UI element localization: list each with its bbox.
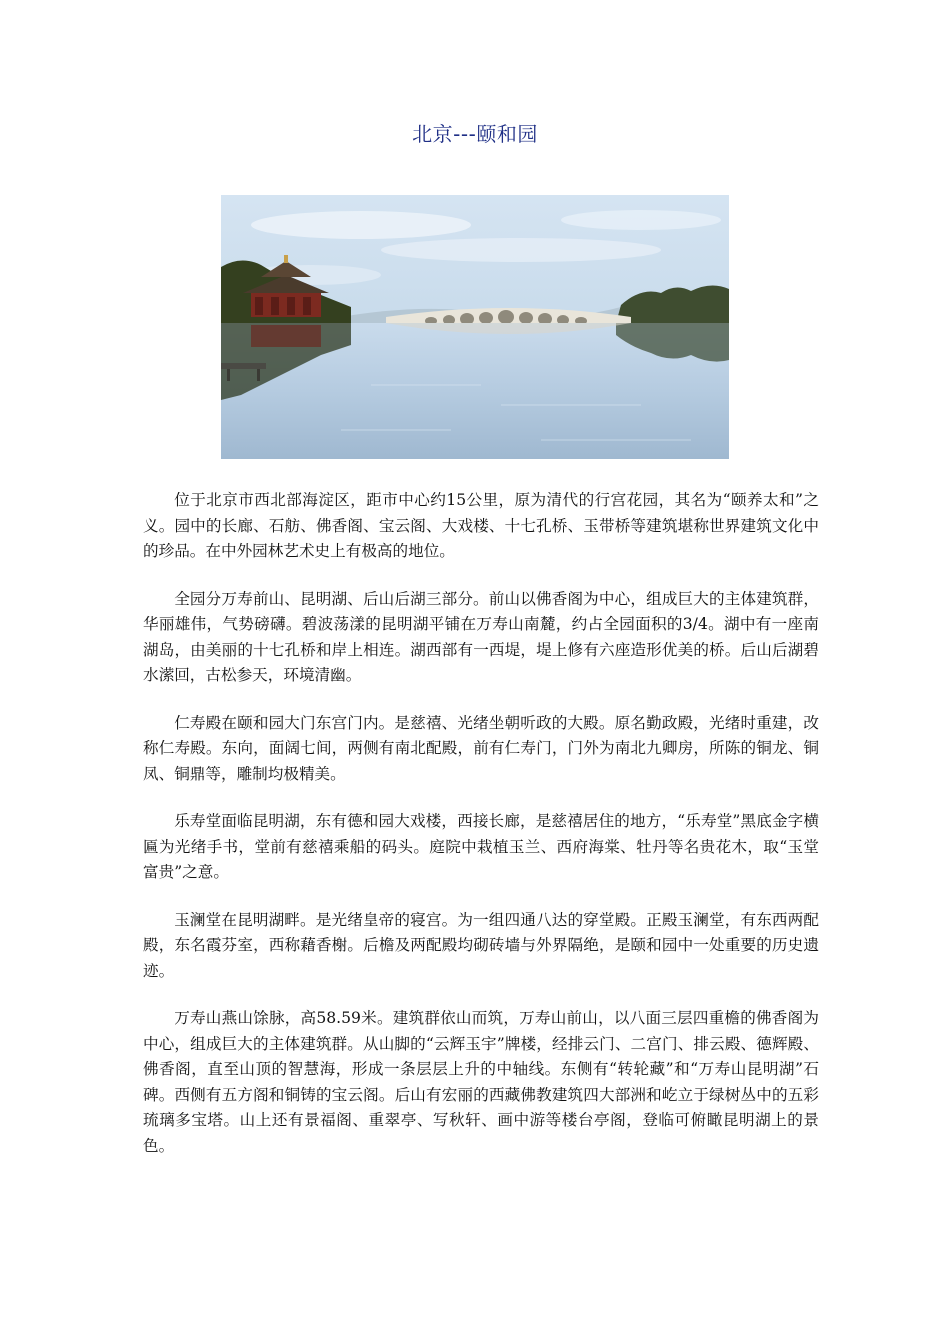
page-title: 北京---颐和园 [412,122,538,146]
paragraph-4: 乐寿堂面临昆明湖，东有德和园大戏楼，西接长廊，是慈禧居住的地方，“乐寿堂”黑底金字横匾为光绪手书，堂前有慈禧乘船的码头。庭院中栽植玉兰、西府海棠、牡丹等名贵花木，取“玉堂富贵”之意。 [143,812,819,881]
paragraph-2: 全园分万寿前山、昆明湖、后山后湖三部分。前山以佛香阁为中心，组成巨大的主体建筑群，华丽雄伟，气势磅礴。碧波荡漾的昆明湖平铺在万寿山南麓，约占全园面积的3/4。湖中有一座南湖岛，由美丽的十七孔桥和岸上相连。湖西部有一西堤，堤上修有六座造形优美的桥。后山后湖碧水潆回，古松参天，环境清幽。 [143,589,819,684]
article-body [143,488,819,1181]
paragraph-6: 万寿山燕山馀脉，高58.59米。建筑群依山而筑，万寿山前山，以八面三层四重檐的佛香阁为中心，组成巨大的主体建筑群。从山脚的“云辉玉宇”牌楼，经排云门、二宫门、排云殿、德辉殿、佛香阁，直至山顶的智慧海，形成一条层层上升的中轴线。东侧有“转轮藏”和“万寿山昆明湖”石碑。西侧有五方阁和铜铸的宝云阁。后山有宏丽的西藏佛教建筑四大部洲和屹立于绿树丛中的五彩琉璃多宝塔。山上还有景福阁、重翠亭、写秋轩、画中游等楼台亭阁，登临可俯瞰昆明湖上的景色。 [143,1009,819,1155]
lake-reflection-icon [221,195,729,459]
summer-palace-photo [221,195,729,459]
paragraph-5: 玉澜堂在昆明湖畔。是光绪皇帝的寝宫。为一组四通八达的穿堂殿。正殿玉澜堂，有东西两配殿，东名霞芬室，西称藉香榭。后檐及两配殿均砌砖墙与外界隔绝，是颐和园中一处重要的历史遗迹。 [143,910,819,980]
paragraph-3: 仁寿殿在颐和园大门东宫门内。是慈禧、光绪坐朝听政的大殿。原名勤政殿，光绪时重建，改称仁寿殿。东向，面阔七间，两侧有南北配殿，前有仁寿门，门外为南北九卿房，所陈的铜龙、铜凤、铜鼎等，雕制均极精美。 [143,713,819,783]
paragraph-1: 位于北京市西北部海淀区，距市中心约15公里，原为清代的行宫花园，其名为“颐养太和”之义。园中的长廊、石舫、佛香阁、宝云阁、大戏楼、十七孔桥、玉带桥等建筑堪称世界建筑文化中的珍品。在中外园林艺术史上有极高的地位。 [143,491,819,560]
